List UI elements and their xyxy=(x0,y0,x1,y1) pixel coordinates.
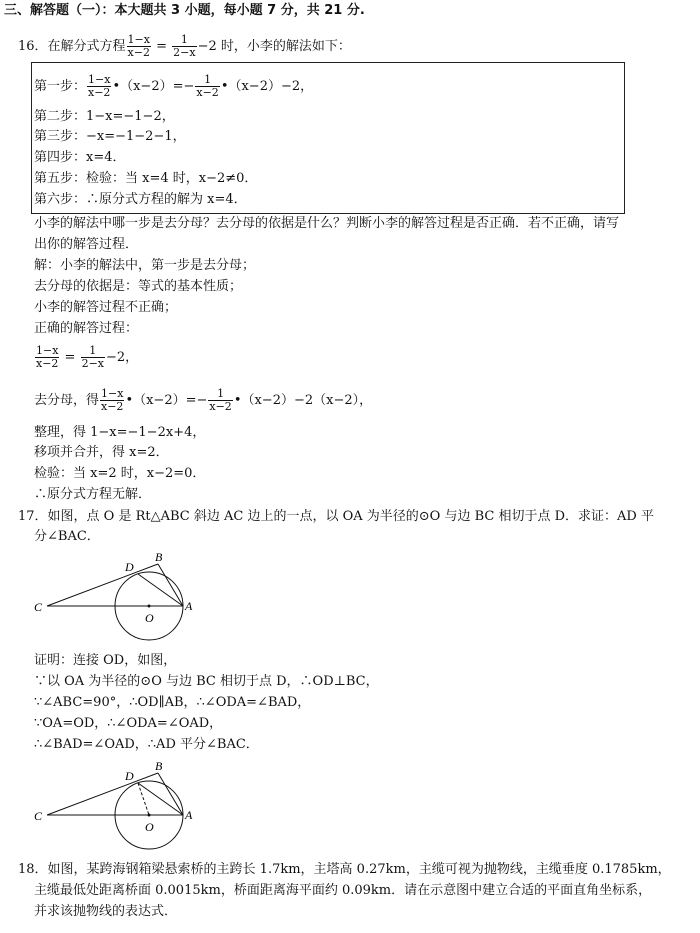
q18-line-1: 18．如图，某跨海钢箱梁悬索桥的主跨长 1.7km，主塔高 0.27km，主缆可视为抛物线，主缆垂度 0.1785km， xyxy=(18,862,671,877)
q16-stem xyxy=(18,34,351,59)
frac-denominator: x−2 xyxy=(127,46,150,59)
q18-line-2: 主缆最低处距离桥面 0.0015km，桥面距离海平面约 0.09km．请在示意图中建立合适的平面直角坐标系， xyxy=(34,883,652,898)
proof-line-3: ∵∠ABC=90°，∴OD∥AB，∴∠ODA=∠BAD， xyxy=(34,695,311,710)
solution-line-7: 检验：当 x=2 时，x−2=0． xyxy=(34,466,206,481)
label-o: O xyxy=(145,820,154,834)
center-dot xyxy=(148,605,151,608)
q17-figure-1 xyxy=(28,548,198,643)
label-b: B xyxy=(155,759,163,773)
frac-numerator: 1−x xyxy=(88,73,111,86)
frac-numerator: 1−x xyxy=(36,344,59,357)
q17-stem-line-2: 分∠BAC． xyxy=(34,529,100,544)
q17-stem-line-1: 17．如图，点 O 是 Rt△ABC 斜边 AC 边上的一点，以 OA 为半径的⊙O 与边 BC 相切于点 D．求证：AD 平 xyxy=(18,509,654,524)
q16-question-line-2: 出你的解答过程． xyxy=(34,237,139,252)
equals-sign: = xyxy=(60,350,80,365)
label-a: A xyxy=(185,599,193,613)
step-4: 第四步：x=4． xyxy=(34,150,126,165)
q16-prefix: 16．在解分式方程 xyxy=(18,39,126,54)
step-1-post: •（x−2）−2， xyxy=(220,79,314,94)
proof-line-2: ∵以 OA 为半径的⊙O 与边 BC 相切于点 D，∴OD⊥BC， xyxy=(34,674,379,689)
frac-numerator: 1 xyxy=(172,34,196,47)
clear-den-label: 去分母，得 xyxy=(34,393,100,408)
solution-line-1: 解：小李的解法中，第一步是去分母； xyxy=(34,258,256,273)
step-5: 第五步：检验：当 x=4 时，x−2≠0． xyxy=(34,171,258,186)
step-3: 第三步：−x=−1−2−1， xyxy=(34,129,186,144)
equals-sign: = xyxy=(151,39,172,54)
frac-denominator: x−2 xyxy=(88,86,111,99)
frac-numerator: 1 xyxy=(195,74,219,87)
q17-figure-2 xyxy=(28,758,198,853)
solution-line-8: ∴原分式方程无解． xyxy=(34,487,152,502)
center-dot xyxy=(148,814,151,817)
proof-line-5: ∴∠BAD=∠OAD，∴AD 平分∠BAC． xyxy=(34,737,259,752)
clear-den-post: •（x−2）−2（x−2）， xyxy=(233,393,373,408)
solution-line-2: 去分母的依据是：等式的基本性质； xyxy=(34,279,243,294)
step-1-label: 第一步： xyxy=(34,79,87,94)
eq-frac-right xyxy=(81,345,105,370)
frac-denominator: x−2 xyxy=(36,357,59,370)
frac-denominator: x−2 xyxy=(101,400,124,413)
q18-line-3: 并求该抛物线的表达式． xyxy=(34,904,178,919)
frac-numerator: 1 xyxy=(208,388,232,401)
label-a: A xyxy=(185,808,193,822)
step-2: 第二步：1−x=−1−2， xyxy=(34,109,175,124)
q16-question-line-1: 小李的解法中哪一步是去分母？去分母的依据是什么？判断小李的解答过程是否正确．若不正确，请写 xyxy=(34,216,620,231)
label-c: C xyxy=(34,809,43,823)
frac-denominator: 2−x xyxy=(173,46,196,59)
eq-tail: −2， xyxy=(106,350,139,365)
segment-da xyxy=(138,574,183,606)
eq-frac-left xyxy=(35,345,59,370)
frac-numerator: 1−x xyxy=(101,387,124,400)
solution-line-3: 小李的解答过程不正确； xyxy=(34,300,178,315)
clear-den-frac-a xyxy=(100,388,124,413)
clear-den-mid: •（x−2）=− xyxy=(125,393,208,408)
frac-denominator: 2−x xyxy=(81,357,105,370)
solution-clear-denominator xyxy=(34,388,372,413)
frac-numerator: 1−x xyxy=(127,33,150,46)
step-1-mid: •（x−2）=− xyxy=(112,79,195,94)
segment-cb xyxy=(47,564,158,606)
section-title: 三、解答题（一）：本大题共 3 小题，每小题 7 分，共 21 分. xyxy=(4,3,365,18)
solution-line-4: 正确的解答过程： xyxy=(34,321,139,336)
q16-frac-right xyxy=(172,34,196,59)
segment-ba xyxy=(158,564,183,606)
label-c: C xyxy=(34,600,43,614)
proof-line-4: ∵OA=OD，∴∠ODA=∠OAD， xyxy=(34,716,223,731)
frac-denominator: x−2 xyxy=(209,400,232,413)
frac-numerator: 1 xyxy=(81,345,105,358)
step-1-frac-a xyxy=(87,74,111,99)
step-1 xyxy=(34,74,313,99)
segment-od-dashed xyxy=(138,783,149,815)
solution-line-5: 整理，得 1−x=−1−2x+4， xyxy=(34,425,206,440)
solution-equation xyxy=(34,345,138,370)
segment-ba xyxy=(158,773,183,815)
q16-suffix: −2 时，小李的解法如下： xyxy=(197,39,351,54)
step-6: 第六步：∴原分式方程的解为 x=4． xyxy=(34,192,247,207)
segment-da xyxy=(138,783,183,815)
q16-frac-left xyxy=(127,34,151,59)
label-o: O xyxy=(145,611,154,625)
solution-line-6: 移项并合并，得 x=2． xyxy=(34,445,169,460)
step-1-frac-b xyxy=(195,74,219,99)
clear-den-frac-b xyxy=(208,388,232,413)
proof-line-1: 证明：连接 OD，如图， xyxy=(34,653,177,668)
frac-denominator: x−2 xyxy=(196,86,219,99)
label-d: D xyxy=(125,560,134,574)
label-d: D xyxy=(125,769,134,783)
label-b: B xyxy=(155,550,163,564)
